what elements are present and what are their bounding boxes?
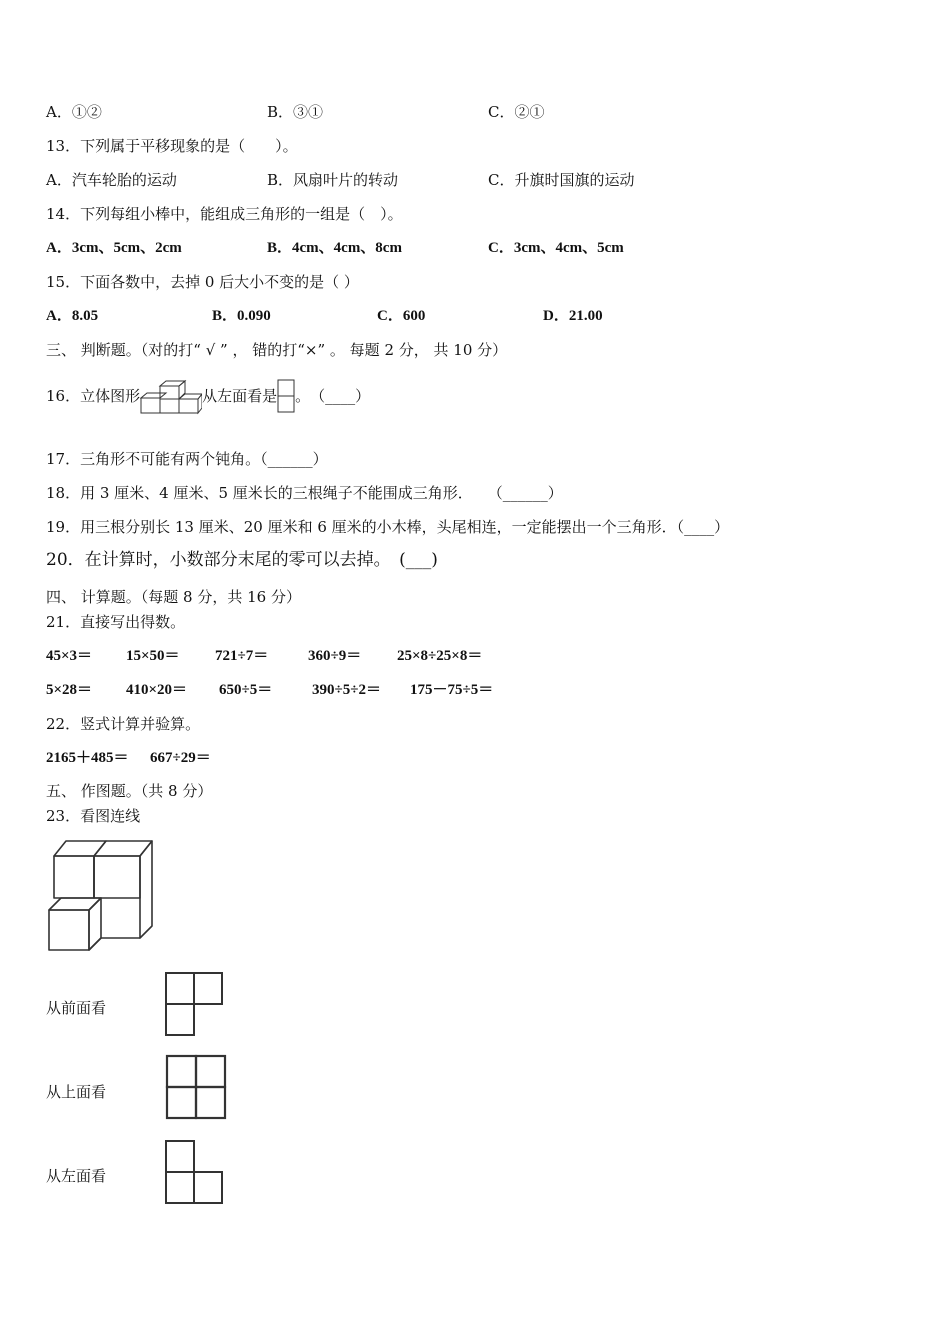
q21-calc: 15×50＝ [126, 648, 180, 664]
q21-calc: 25×8÷25×8＝ [397, 648, 483, 664]
q15-option-d: D．21.00 [543, 308, 603, 324]
q13-stem: 13．下列属于平移现象的是（ ）。 [46, 137, 298, 155]
q15-option-a: A．8.05 [46, 308, 99, 324]
q13-option-b: B．风扇叶片的转动 [267, 171, 399, 189]
q12-option-a: A．①② [46, 103, 102, 121]
view-label-left: 从左面看 [46, 1167, 107, 1185]
q19: 19．用三根分别长 13 厘米、20 厘米和 6 厘米的小木棒，头尾相连，一定能摆出一个三角形．（____） [46, 518, 730, 536]
q16-prefix: 16．立体图形 [46, 387, 141, 405]
q23-stem: 23．看图连线 [46, 807, 141, 825]
q21-calc: 721÷7＝ [215, 648, 269, 664]
q13-option-a: A．汽车轮胎的运动 [46, 171, 177, 189]
q23-solid-figure [44, 838, 158, 956]
q14-option-b: B．4cm、4cm、8cm [267, 240, 402, 256]
view-label-top: 从上面看 [46, 1083, 107, 1101]
section-3-heading: 三、 判断题。（对的打“ √ ” ， 错的打“×” 。 每题 2 分， 共 10 分） [46, 341, 508, 359]
q16-middle: 从左面看是 [202, 387, 278, 405]
left-view-figure [163, 1138, 225, 1206]
q21-calc: 175－75÷5＝ [410, 682, 494, 698]
q18: 18．用 3 厘米、4 厘米、5 厘米长的三根绳子不能围成三角形． （______） [46, 484, 563, 502]
q17: 17．三角形不可能有两个钝角。（______） [46, 450, 328, 468]
q22-stem: 22．竖式计算并验算。 [46, 715, 201, 733]
section-4-heading: 四、 计算题。（每题 8 分，共 16 分） [46, 588, 301, 606]
q21-calc: 5×28＝ [46, 682, 93, 698]
q16-line [46, 378, 370, 414]
section-5-heading: 五、 作图题。（共 8 分） [46, 782, 213, 800]
q15-option-b: B．0.090 [212, 308, 271, 324]
view-label-front: 从前面看 [46, 999, 107, 1017]
q13-option-c: C．升旗时国旗的运动 [488, 171, 635, 189]
q14-option-c: C．3cm、4cm、5cm [488, 240, 624, 256]
q16-suffix: 。 （____） [295, 387, 371, 405]
q21-calc: 410×20＝ [126, 682, 188, 698]
q12-option-b: B．③① [267, 103, 324, 121]
q14-option-a: A．3cm、5cm、2cm [46, 240, 182, 256]
front-view-figure [163, 970, 225, 1038]
q22-calc: 2165＋485＝ [46, 750, 129, 766]
q21-calc: 650÷5＝ [219, 682, 273, 698]
q21-stem: 21．直接写出得数。 [46, 613, 186, 631]
q12-option-c: C．②① [488, 103, 545, 121]
q15-option-c: C．600 [377, 308, 426, 324]
q22-calc: 667÷29＝ [150, 750, 211, 766]
q21-calc: 360÷9＝ [308, 648, 362, 664]
q14-stem: 14．下列每组小棒中，能组成三角形的一组是（ ）。 [46, 205, 403, 223]
q21-calc: 390÷5÷2＝ [312, 682, 381, 698]
q16-left-view-figure [277, 379, 295, 415]
q20: 20．在计算时，小数部分末尾的零可以去掉。 (___) [46, 550, 438, 570]
top-view-figure [163, 1053, 229, 1121]
q16-solid-figure [140, 379, 202, 415]
q21-calc: 45×3＝ [46, 648, 93, 664]
q15-stem: 15．下面各数中，去掉 0 后大小不变的是（ ） [46, 273, 359, 291]
